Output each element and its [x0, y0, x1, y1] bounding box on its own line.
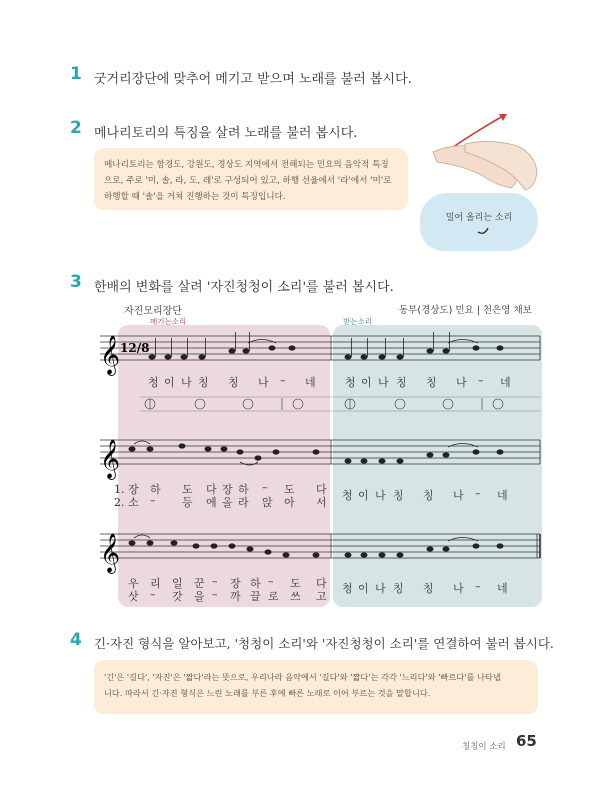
question-3-text: 한배의 변화를 살려 '자진청청이 소리'를 불러 봅시다. [94, 280, 394, 295]
lyric-syllable: 갓 [172, 590, 183, 603]
lyric-syllable: 칭 [393, 582, 404, 595]
lyric-syllable: 네 [497, 582, 508, 595]
question-4-number: 4 [70, 630, 82, 650]
lyric-syllable: – [280, 374, 286, 387]
lyric-syllable: 아 [284, 496, 295, 509]
lyric-syllable: 청 [345, 376, 356, 389]
lyric-syllable: 고 [316, 590, 327, 603]
lyric-syllable: 리 [150, 577, 161, 590]
lyric-syllable: 네 [497, 489, 508, 502]
lyric-syllable: 나 [453, 489, 464, 502]
lyric-syllable: 앉 [262, 496, 273, 509]
info-line: 하행할 때 '솔'을 거쳐 진행하는 것이 특징입니다. [104, 192, 286, 202]
staff-row-3 [100, 533, 540, 574]
lyric-syllable: – [150, 588, 156, 601]
question-4-text: 긴·자진 형식을 알아보고, '청청이 소리'와 '자진청청이 소리'를 연결하여 불러 봅시다. [94, 636, 554, 651]
lyric-syllable: – [150, 494, 156, 507]
lyric-syllable: 끌 [250, 590, 261, 603]
janggu-notation [140, 397, 540, 411]
lyric-syllable: – [478, 374, 484, 387]
lyric-syllable: 칭 [396, 376, 407, 389]
footer-section-name: 칭칭이 소리 [462, 742, 506, 752]
tempo-label: 자진모리장단 [124, 306, 182, 317]
lyric-syllable: 네 [500, 376, 511, 389]
question-3-number: 3 [70, 272, 82, 292]
lyric-syllable: 이 [164, 376, 175, 389]
lyric-syllable: 도 [182, 483, 193, 496]
lyric-syllable: 청 [148, 376, 159, 389]
lyric-syllable: – [212, 588, 218, 601]
time-signature: 12/8 [120, 341, 150, 355]
lyric-syllable: 라 [238, 496, 249, 509]
lyric-syllable: 나 [375, 489, 386, 502]
info-line: 으로, 주로 '미, 솔, 라, 도, 레'로 구성되어 있고, 하행 선율에서 '라'에서 '미'로 [104, 176, 392, 186]
lyric-syllable: 쓰 [290, 590, 301, 603]
lyric-syllable: 이 [358, 582, 369, 595]
lyric-syllable: 나 [378, 376, 389, 389]
lyric-syllable: 2. 소 [114, 496, 139, 509]
lyric-syllable: 칭 [426, 376, 437, 389]
staff-row-2 [100, 439, 540, 480]
lyric-syllable: 로 [268, 590, 279, 603]
lyric-syllable: 칭 [228, 376, 239, 389]
lyric-syllable: 이 [358, 489, 369, 502]
lyric-syllable: – [475, 580, 481, 593]
lyric-syllable: 하 [238, 483, 249, 496]
lyric-syllable: 우 [128, 577, 139, 590]
lyric-syllable: 다 [206, 483, 217, 496]
info-line: 메나리토리는 함경도, 강원도, 경상도 지역에서 전해되는 민요의 음악적 특징 [104, 160, 389, 170]
lyric-syllable: 하 [150, 483, 161, 496]
lyric-syllable: 칭 [423, 489, 434, 502]
lyric-syllable: 도 [290, 577, 301, 590]
lyric-syllable: 네 [305, 376, 316, 389]
notes-row-1 [149, 345, 504, 359]
treble-clef-icon: 𝄞 [100, 439, 121, 479]
lyric-syllable: 청 [342, 582, 353, 595]
call-tag: 메기는소리 [150, 317, 187, 326]
lyric-syllable: – [268, 575, 274, 588]
lyric-syllable: 일 [172, 577, 183, 590]
lyric-syllable: 장 [222, 483, 233, 496]
lyric-syllable: 나 [258, 376, 269, 389]
lyric-syllable: 칭 [198, 376, 209, 389]
question-2-text: 메나리토리의 특징을 살려 노래를 불러 봅시다. [94, 126, 358, 141]
lyric-syllable: 도 [284, 483, 295, 496]
lyric-syllable: 올 [222, 496, 233, 509]
lyric-syllable: 칭 [393, 489, 404, 502]
lyric-syllable: 삿 [128, 590, 139, 603]
lyric-syllable: 나 [456, 376, 467, 389]
lyric-syllable: – [212, 575, 218, 588]
lyric-syllable: – [475, 487, 481, 500]
staff-row-1 [100, 332, 540, 376]
lyric-syllable: 등 [182, 496, 193, 509]
lyric-syllable: 까 [230, 590, 241, 603]
lyric-syllable: 하 [250, 577, 261, 590]
song-source: 동부(경상도) 민요 | 천은영 채보 [399, 305, 532, 316]
response-tag: 받는소리 [343, 317, 372, 326]
info-line: 니다. 따라서 긴·자진 형식은 느린 노래를 부른 후에 빠른 노래로 이어 부르는 것을 말합니다. [104, 688, 431, 698]
lyric-syllable: 나 [453, 582, 464, 595]
treble-clef-icon: 𝄞 [100, 335, 121, 375]
gin-jajin-info-box [94, 660, 538, 714]
bubble-text: 밀어 올리는 소리 [445, 213, 513, 223]
lyric-syllable: 장 [230, 577, 241, 590]
lyric-syllable: 칭 [423, 582, 434, 595]
lyric-syllable: 이 [361, 376, 372, 389]
info-line: '긴'은 '길다', '자진'은 '짧다'라는 뜻으로, 우리나라 음악에서 '길다'와 '짧다'는 각각 '느리다'와 '빠르다'를 나타냅 [104, 672, 501, 682]
lyric-syllable: 다 [316, 577, 327, 590]
lyric-syllable: 나 [375, 582, 386, 595]
page-number: 65 [516, 732, 537, 750]
lyric-syllable: 다 [316, 483, 327, 496]
lyric-syllable: 1. 장 [114, 483, 139, 496]
question-1-text: 굿거리장단에 맞추어 메기고 받으며 노래를 불러 봅시다. [94, 72, 412, 87]
lyric-syllable: 서 [316, 496, 327, 509]
lyric-syllable: – [262, 481, 268, 494]
question-2-number: 2 [70, 118, 82, 138]
lyric-syllable: 을 [194, 590, 205, 603]
lyric-syllable: 에 [206, 496, 217, 509]
treble-clef-icon: 𝄞 [100, 533, 121, 573]
lyric-syllable: 꾼 [194, 577, 205, 590]
lyric-syllable: 나 [181, 376, 192, 389]
question-1-number: 1 [70, 64, 82, 84]
lyric-syllable: 청 [342, 489, 353, 502]
